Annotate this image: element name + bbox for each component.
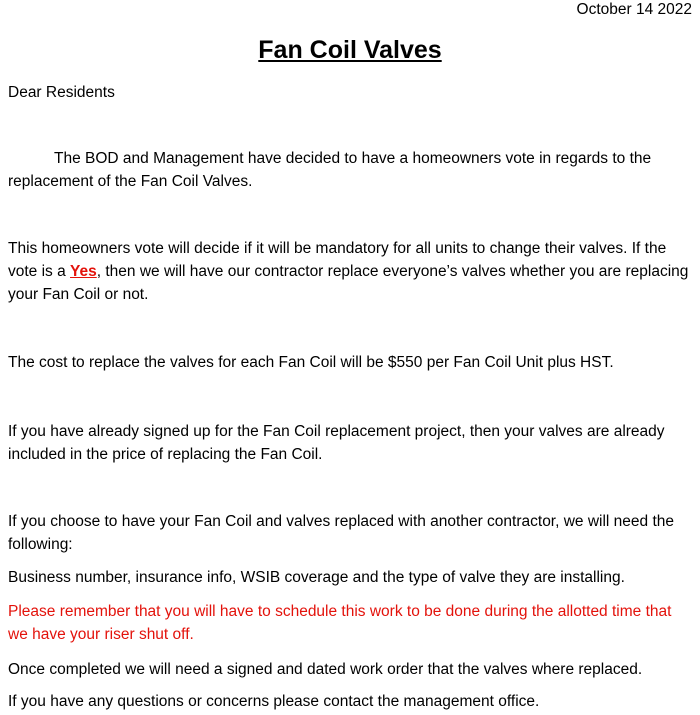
paragraph-mandatory-vote — [8, 237, 692, 306]
paragraph-requirements: Business number, insurance info, WSIB coverage and the type of valve they are installing. — [8, 569, 625, 586]
paragraph-vote-decision — [8, 147, 692, 193]
paragraph-mandatory-after: , then we will have our contractor replace everyone’s valves whether you are replacing your Fan Coil or not. — [8, 263, 689, 303]
paragraph-mandatory-before: This homeowners vote will decide if it will be mandatory for all units to change their valves. If the vote is a — [8, 240, 667, 280]
paragraph-riser-warning: Please remember that you will have to schedule this work to be done during the allotted time that we have your riser shut off. — [8, 603, 672, 643]
notice-title: Fan Coil Valves — [258, 36, 442, 64]
paragraph-other-contractor: If you choose to have your Fan Coil and valves replaced with another contractor, we will need the following: — [8, 513, 675, 553]
notice-date: October 14 2022 — [576, 1, 692, 18]
paragraph-already-signed-up: If you have already signed up for the Fan Coil replacement project, then your valves are already included in the price of replacing the Fan Coil. — [8, 423, 665, 463]
yes-highlight: Yes — [70, 263, 97, 280]
paragraph-vote-decision-text: The BOD and Management have decided to have a homeowners vote in regards to the replacement of the Fan Coil Valves. — [8, 150, 652, 190]
paragraph-work-order: Once completed we will need a signed and dated work order that the valves where replaced. — [8, 661, 643, 678]
paragraph-cost: The cost to replace the valves for each Fan Coil will be $550 per Fan Coil Unit plus HST. — [8, 354, 614, 371]
salutation: Dear Residents — [8, 84, 115, 101]
paragraph-contact: If you have any questions or concerns please contact the management office. — [8, 693, 540, 710]
